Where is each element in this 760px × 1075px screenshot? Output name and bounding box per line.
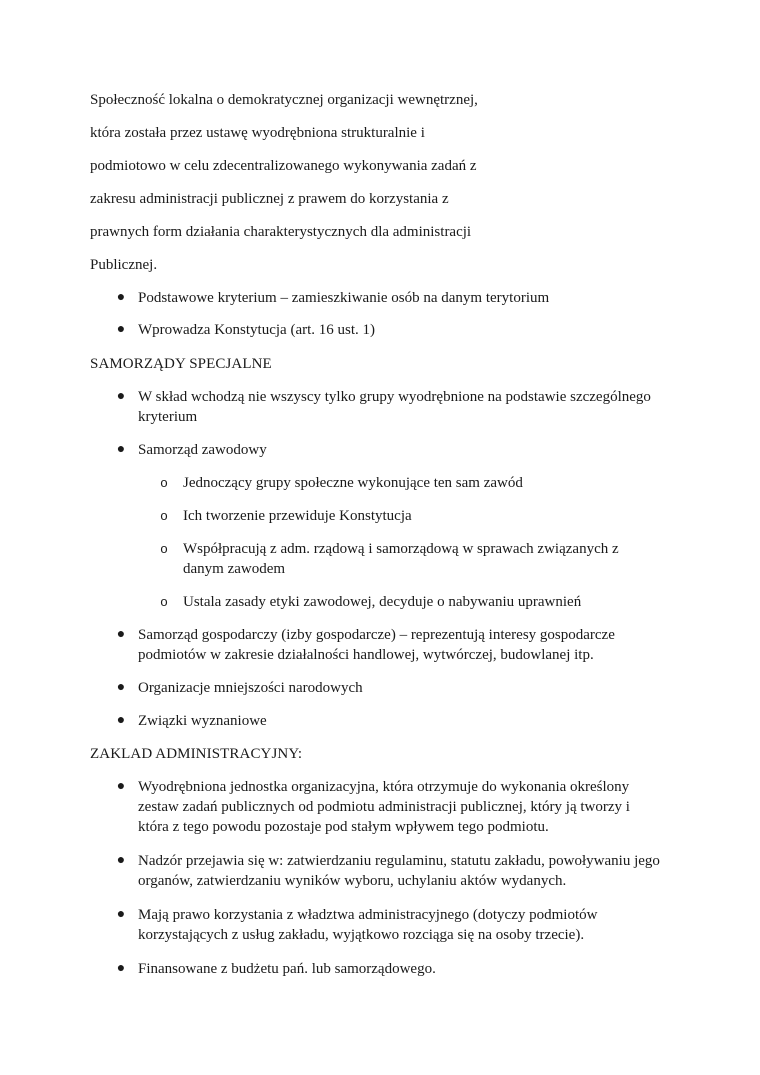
- section-heading-samorzady: SAMORZĄDY SPECJALNE: [90, 356, 272, 372]
- bullet-text: Organizacje mniejszości narodowych: [138, 680, 363, 696]
- bullet-marker: ●: [116, 853, 126, 868]
- intro-line-5: prawnych form działania charakterystycznych dla administracji: [90, 224, 472, 240]
- bullet-text: [138, 387, 678, 427]
- bullet-text-line: Mają prawo korzystania z władztwa administracyjnego (dotyczy podmiotów: [138, 907, 598, 923]
- sub-bullet-marker: o: [160, 475, 168, 490]
- sub-bullet-marker: o: [160, 541, 168, 556]
- bullet-text-line: która z tego powodu pozostaje pod stałym wpływem tego podmiotu.: [138, 819, 549, 835]
- section-heading-zaklad: ZAKLAD ADMINISTRACYJNY:: [90, 746, 303, 762]
- sub-item-text: Jednoczący grupy społeczne wykonujące ten sam zawód: [183, 475, 523, 491]
- bullet-text: Podstawowe kryterium – zamieszkiwanie osób na danym terytorium: [138, 290, 550, 306]
- sub-item-text: Ich tworzenie przewiduje Konstytucja: [183, 508, 412, 524]
- bullet-text-line: korzystających z usług zakładu, wyjątkowo rozciąga się na osoby trzecie).: [138, 927, 585, 943]
- bullet-marker: ●: [116, 389, 126, 404]
- bullet-text-line: Samorząd gospodarczy (izby gospodarcze) – reprezentują interesy gospodarcze: [138, 627, 615, 643]
- bullet-text-line: organów, zatwierdzaniu wyników wyboru, uchylaniu aktów wydanych.: [138, 873, 567, 889]
- bullet-marker: ●: [116, 961, 126, 976]
- sub-bullet-marker: o: [160, 508, 168, 523]
- bullet-marker: ●: [116, 779, 126, 794]
- bullet-marker: ●: [116, 322, 126, 337]
- bullet-marker: ●: [116, 713, 126, 728]
- sub-item-line: Współpracują z adm. rządową i samorządową w sprawach związanych z: [183, 541, 619, 557]
- bullet-text: [138, 851, 678, 891]
- bullet-text: Finansowane z budżetu pań. lub samorządowego.: [138, 961, 436, 977]
- bullet-marker: ●: [116, 442, 126, 457]
- sub-item-text: [183, 539, 683, 579]
- intro-line-4: zakresu administracji publicznej z prawem do korzystania z: [90, 191, 449, 207]
- bullet-text: Związki wyznaniowe: [138, 713, 267, 729]
- intro-line-3: podmiotowo w celu zdecentralizowanego wykonywania zadań z: [90, 158, 477, 174]
- intro-line-1: Społeczność lokalna o demokratycznej organizacji wewnętrznej,: [90, 92, 478, 108]
- bullet-text-line: W skład wchodzą nie wszyscy tylko grupy wyodrębnione na podstawie szczególnego: [138, 389, 651, 405]
- bullet-marker: ●: [116, 680, 126, 695]
- bullet-text-line: Nadzór przejawia się w: zatwierdzaniu regulaminu, statutu zakładu, powoływaniu jego: [138, 853, 660, 869]
- bullet-text-line: kryterium: [138, 409, 198, 425]
- bullet-marker: ●: [116, 290, 126, 305]
- intro-line-6: Publicznej.: [90, 257, 158, 273]
- bullet-text: [138, 905, 678, 945]
- bullet-text-line: zestaw zadań publicznych od podmiotu administracji publicznej, który ją tworzy i: [138, 799, 630, 815]
- intro-line-2: która została przez ustawę wyodrębniona strukturalnie i: [90, 125, 425, 141]
- sub-item-line: danym zawodem: [183, 561, 286, 577]
- bullet-text: Samorząd zawodowy: [138, 442, 267, 458]
- bullet-text: [138, 625, 678, 665]
- sub-item-text: Ustala zasady etyki zawodowej, decyduje o nabywaniu uprawnień: [183, 594, 582, 610]
- bullet-text: Wprowadza Konstytucja (art. 16 ust. 1): [138, 322, 376, 338]
- bullet-text-line: Wyodrębniona jednostka organizacyjna, która otrzymuje do wykonania określony: [138, 779, 630, 795]
- sub-bullet-marker: o: [160, 594, 168, 609]
- bullet-text: [138, 777, 678, 837]
- bullet-marker: ●: [116, 907, 126, 922]
- bullet-text-line: podmiotów w zakresie działalności handlowej, wytwórczej, budowlanej itp.: [138, 647, 594, 663]
- bullet-marker: ●: [116, 627, 126, 642]
